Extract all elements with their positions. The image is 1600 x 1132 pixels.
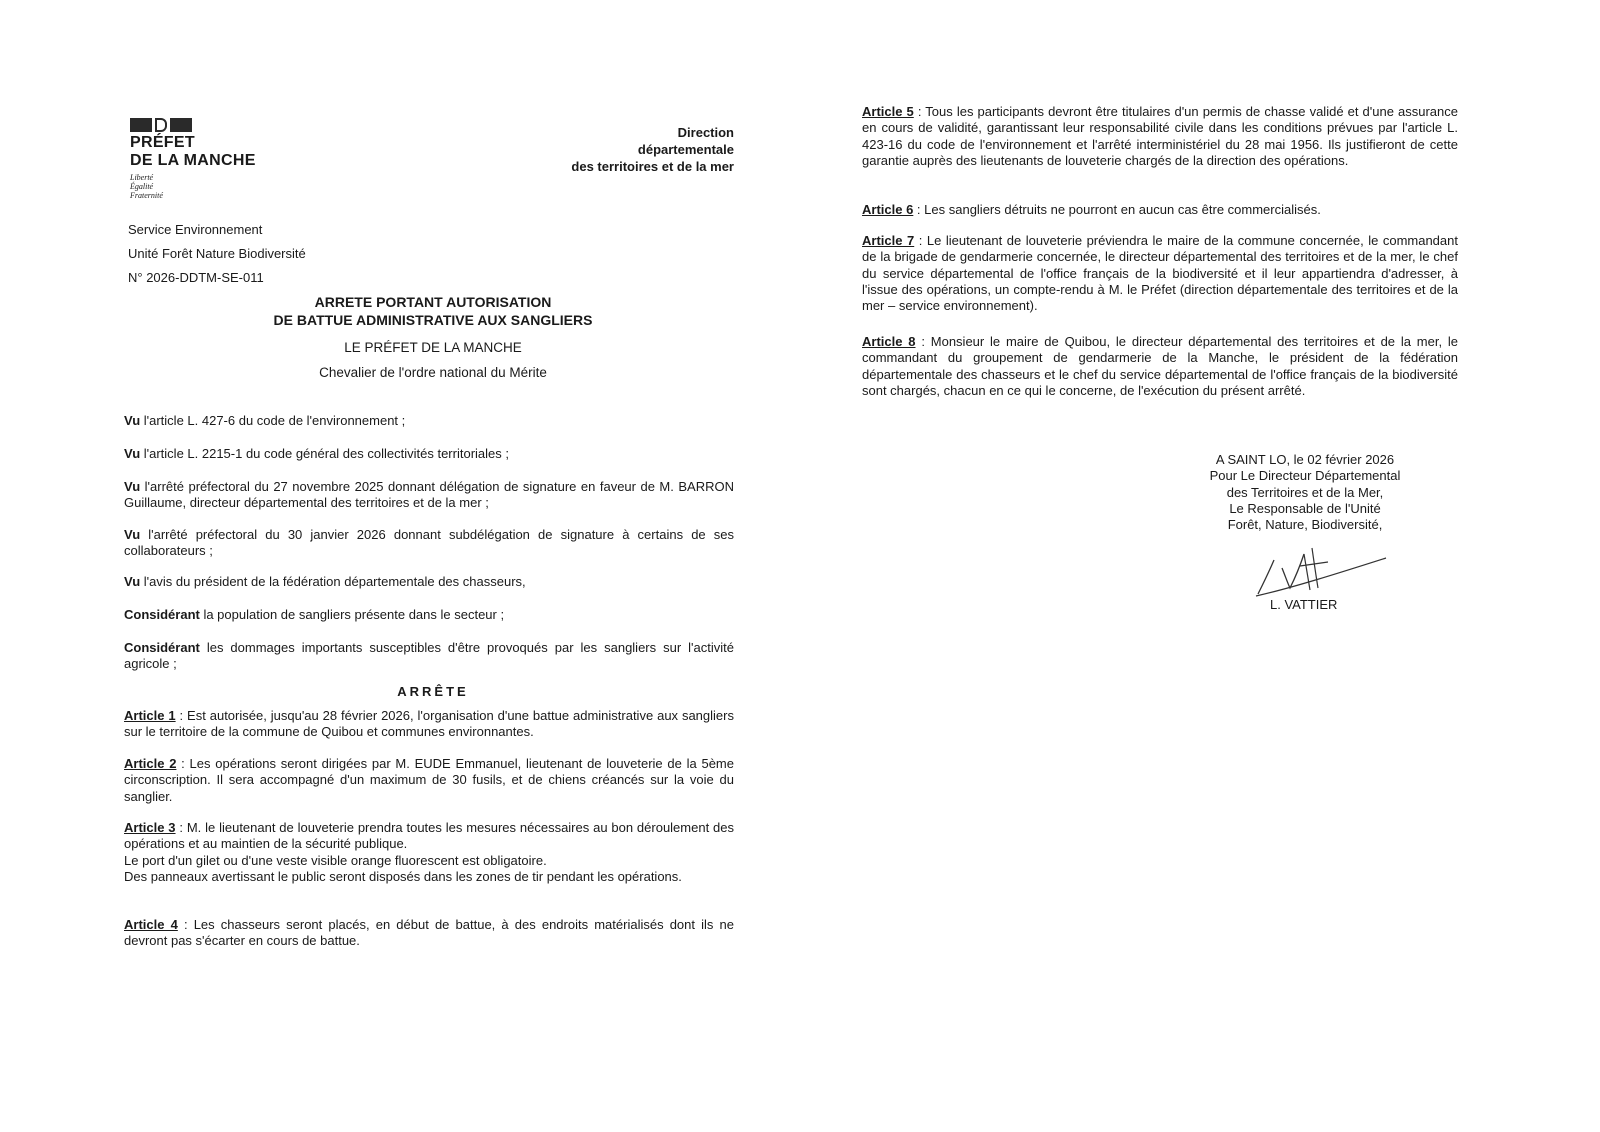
considerant-text: la population de sangliers présente dans le secteur ; [199,607,505,622]
article-label: Article 2 [124,756,177,771]
title-line1: ARRETE PORTANT AUTORISATION [314,294,552,310]
article-sep: : [176,756,190,771]
visa-1 [124,413,734,429]
article-text: Les sangliers détruits ne pourront en aucun cas être commercialisés. [924,202,1321,217]
article-sep: : [177,917,194,932]
article-sep: : [175,708,188,723]
article-3-text3: Des panneaux avertissant le public seront disposés dans les zones de tir pendant les opérations. [124,868,682,884]
considerant-1 [124,607,734,623]
visa-lead: Vu [124,413,141,428]
article-text: Monsieur le maire de Quibou, le directeur départemental des territoires et de la mer, le commandant du groupement de gendarmerie de la Manche, le président de la fédération départementale des chasseurs et le chef du service départemental de l'office français de la biodiversité sont chargés, chacun en ce qui le concerne, de l'exécution du présent arrêté. [862,334,1458,398]
visa-text: l'avis du président de la fédération départementale des chasseurs, [140,574,526,589]
service-name: Service Environnement [128,222,263,237]
chevalier-line: Chevalier de l'ordre national du Mérite [319,365,547,380]
signature-block [1140,452,1470,533]
signature-line1: Pour Le Directeur Départemental [1209,468,1401,484]
unit-name: Unité Forêt Nature Biodiversité [128,246,306,261]
logo-line1: PRÉFET [130,134,195,151]
visa-lead: Vu [124,479,141,494]
visa-3 [124,479,734,512]
article-7 [862,233,1458,314]
visa-text: l'article L. 427-6 du code de l'environnement ; [140,413,406,428]
article-sep: : [913,202,925,217]
article-label: Article 1 [124,708,176,723]
direction-line2: départementale [637,142,734,157]
direction-line1: Direction [677,125,734,140]
article-label: Article 5 [862,104,914,119]
signature-line3: Le Responsable de l'Unité [1229,500,1381,516]
article-text: Le lieutenant de louveterie préviendra le maire de la commune concernée, le commandant de la brigade de gendarmerie concernée, le directeur départemental des territoires et de la mer, le chef du service départemental de l'office français de la biodiversité et il leur appartiendra d'adresser, à l'issue des opérations, un compte-rendu à M. le Préfet (direction départementale des territoires et de la mer – service environnement). [862,233,1458,314]
article-8 [862,334,1458,399]
article-3 [124,820,734,885]
visa-lead: Vu [124,446,141,461]
article-4 [124,917,734,950]
direction-line3: des territoires et de la mer [571,159,734,174]
article-sep: : [915,334,931,349]
prefet-line: LE PRÉFET DE LA MANCHE [344,340,522,355]
motto-fraternite: Fraternité [130,191,163,200]
article-label: Article 7 [862,233,915,248]
visa-text: l'arrêté préfectoral du 30 janvier 2026 donnant subdélégation de signature à certains de ses collaborateurs ; [124,527,734,559]
title-line2: DE BATTUE ADMINISTRATIVE AUX SANGLIERS [273,312,593,328]
visa-text: l'article L. 2215-1 du code général des collectivités territoriales ; [140,446,509,461]
considerant-text: les dommages importants susceptibles d'être provoqués par les sangliers sur l'activité agricole ; [124,640,734,672]
article-1 [124,708,734,741]
article-2 [124,756,734,805]
visa-4 [124,527,734,560]
signature-line2: des Territoires et de la Mer, [1226,484,1384,500]
reference-number: N° 2026-DDTM-SE-011 [128,270,264,285]
considerant-2 [124,640,734,673]
article-label: Article 8 [862,334,916,349]
article-text: Les chasseurs seront placés, en début de battue, à des endroits matérialisés dont ils ne devront pas s'écarter en cours de battue. [124,917,734,949]
article-text: M. le lieutenant de louveterie prendra toutes les mesures nécessaires au bon déroulement des opérations et au maintien de la sécurité publique. [124,820,734,852]
article-label: Article 4 [124,917,178,932]
visa-text: l'arrêté préfectoral du 27 novembre 2025 donnant délégation de signature en faveur de M. BARRON Guillaume, directeur départemental des territoires et de la mer ; [124,479,734,511]
article-text: Est autorisée, jusqu'au 28 février 2026, l'organisation d'une battue administrative aux sangliers sur le territoire de la commune de Quibou et communes environnantes. [124,708,734,740]
motto-egalite: Égalité [130,182,154,191]
considerant-lead: Considérant [124,640,200,655]
prefet-logo [130,118,256,200]
article-5 [862,104,1458,169]
visa-2 [124,446,734,462]
visa-lead: Vu [124,574,141,589]
article-label: Article 3 [124,820,176,835]
article-6 [862,202,1458,218]
motto-liberte: Liberté [130,173,154,182]
article-sep: : [914,233,927,248]
article-label: Article 6 [862,202,914,217]
visa-lead: Vu [124,527,141,542]
article-sep: : [913,104,926,119]
visa-5 [124,574,734,590]
document-title [128,293,738,329]
arrete-heading: ARRÊTE [397,684,469,699]
logo-line2: DE LA MANCHE [130,152,256,169]
direction-header [571,124,734,175]
handwritten-signature [1252,540,1402,600]
signature-line4: Forêt, Nature, Biodiversité, [1227,517,1383,533]
article-3-text2: Le port d'un gilet ou d'une veste visible orange fluorescent est obligatoire. [124,852,547,868]
article-text: Les opérations seront dirigées par M. EUDE Emmanuel, lieutenant de louveterie de la 5ème circonscription. Il sera accompagné d'un maximum de 30 fusils, et de chiens créancés sur la voie du sanglier. [124,756,734,804]
article-text: Tous les participants devront être titulaires d'un permis de chasse validé et d'une assurance en cours de validité, garantissant leur responsabilité civile dans les conditions prévues par l'article L. 423-16 du code de l'environnement et l'arrêté interministériel du 28 mai 1956. Ils justifieront de cette garantie auprès des lieutenants de louveterie chargés de la direction des opérations. [862,104,1458,168]
marianne-flag-icon [130,118,256,132]
signer-name: L. VATTIER [1270,597,1338,612]
considerant-lead: Considérant [124,607,200,622]
place-date: A SAINT LO, le 02 février 2026 [1215,452,1395,467]
motto [130,173,256,200]
article-sep: : [175,820,187,835]
